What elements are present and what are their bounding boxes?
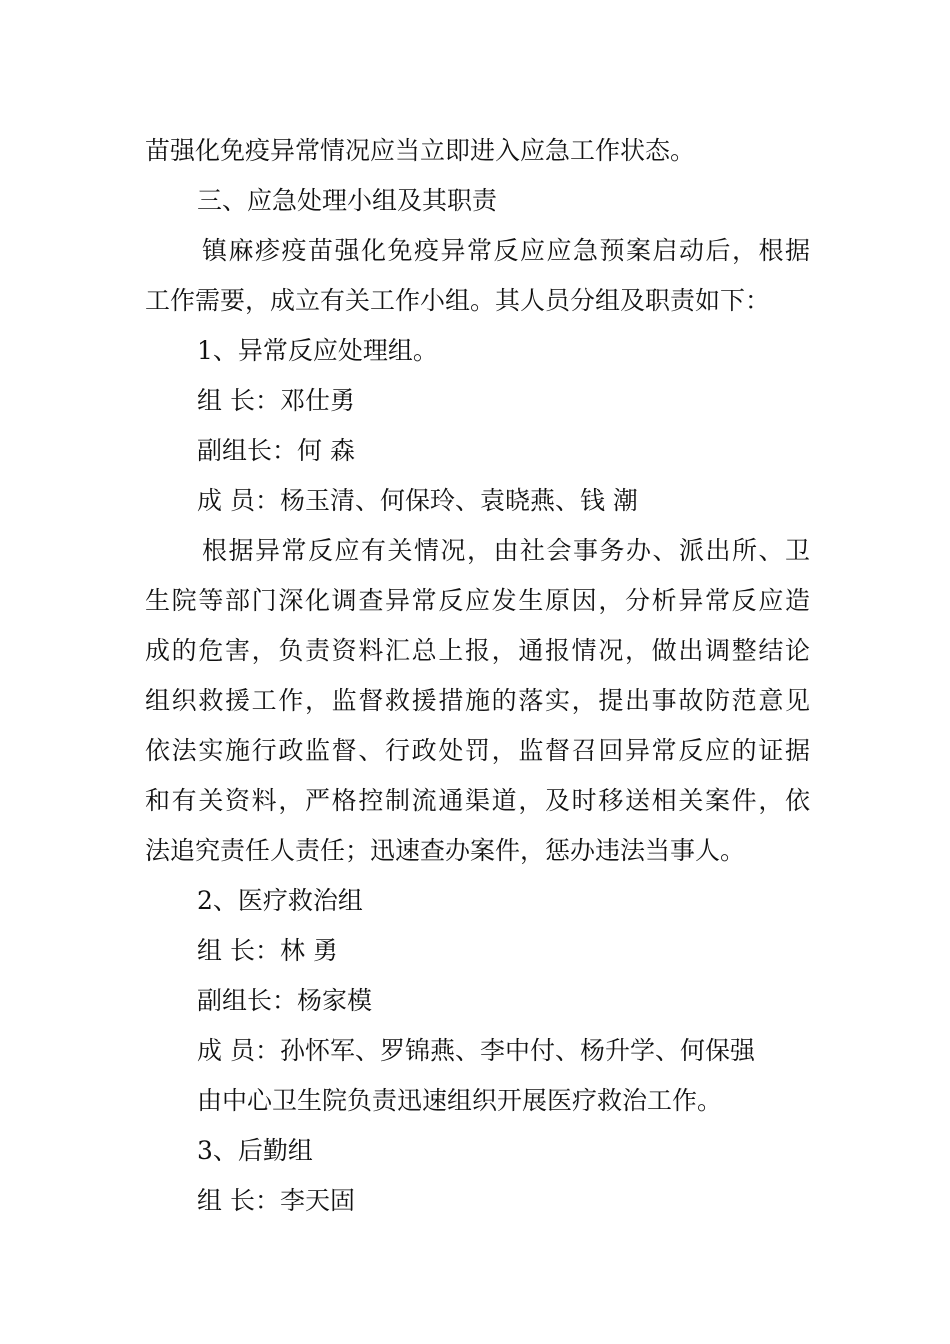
group-members: 成 员：孙怀军、罗锦燕、李中付、杨升学、何保强	[197, 1036, 755, 1065]
section-heading: 三、应急处理小组及其职责	[197, 186, 498, 215]
group-members: 成 员：杨玉清、何保玲、袁晓燕、钱 潮	[197, 486, 638, 515]
group-heading: 3、后勤组	[197, 1136, 313, 1165]
group-deputy-leader: 副组长：杨家模	[197, 986, 373, 1015]
group-leader: 组 长：林 勇	[197, 936, 338, 965]
group-deputy-leader: 副组长：何 森	[197, 436, 355, 465]
paragraph-line: 依法实施行政监督、行政处罚，监督召回异常反应的证据	[145, 736, 810, 765]
group-heading: 1、异常反应处理组。	[197, 336, 438, 365]
group-leader: 组 长：邓仕勇	[197, 386, 355, 415]
paragraph-line: 根据异常反应有关情况，由社会事务办、派出所、卫	[202, 536, 810, 565]
paragraph-line: 由中心卫生院负责迅速组织开展医疗救治工作。	[197, 1086, 723, 1115]
group-leader: 组 长：李天固	[197, 1186, 355, 1215]
paragraph-line: 法追究责任人责任；迅速查办案件，惩办违法当事人。	[145, 836, 746, 865]
paragraph-line: 镇麻疹疫苗强化免疫异常反应应急预案启动后，根据	[202, 236, 810, 265]
paragraph-line: 生院等部门深化调查异常反应发生原因，分析异常反应造	[145, 586, 810, 615]
paragraph-line: 成的危害，负责资料汇总上报，通报情况，做出调整结论	[145, 636, 810, 665]
paragraph-line: 苗强化免疫异常情况应当立即进入应急工作状态。	[145, 136, 696, 165]
paragraph-line: 组织救援工作，监督救援措施的落实，提出事故防范意见	[145, 686, 810, 715]
paragraph-line: 和有关资料，严格控制流通渠道，及时移送相关案件，依	[145, 786, 810, 815]
paragraph-line: 工作需要，成立有关工作小组。其人员分组及职责如下：	[145, 286, 771, 315]
group-heading: 2、医疗救治组	[197, 886, 363, 915]
document-body	[145, 126, 810, 1226]
